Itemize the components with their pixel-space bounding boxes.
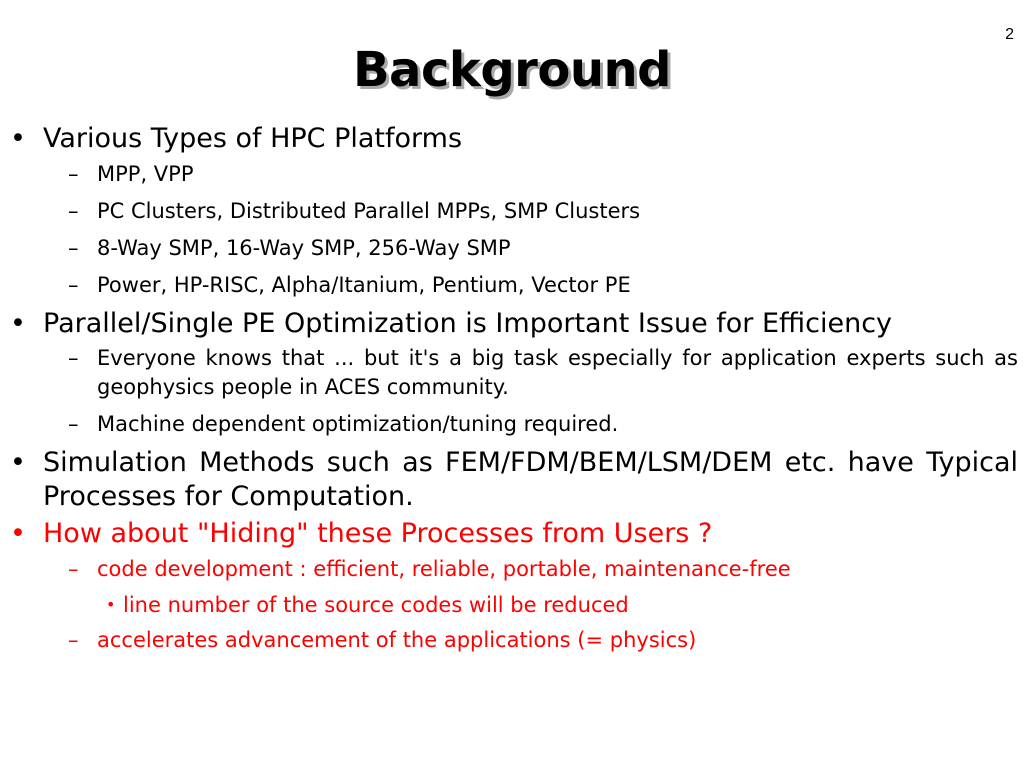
bullet-text: How about "Hiding" these Processes from Users ? <box>43 518 713 549</box>
bullet-item-highlight <box>10 517 1018 551</box>
sub-bullet-text: Power, HP-RISC, Alpha/Itanium, Pentium, Vector PE <box>97 273 631 297</box>
sub-bullet-text: Everyone knows that ... but it's a big task especially for application experts such as geophysics people in ACES community. <box>97 346 1018 399</box>
sub-sub-bullet-text: line number of the source codes will be reduced <box>123 593 629 617</box>
sub-bullet-text: code development : efficient, reliable, portable, maintenance-free <box>97 557 791 581</box>
slide-title: Background <box>352 42 672 98</box>
bullet-item <box>10 122 1018 156</box>
sub-bullet-item <box>10 196 1018 226</box>
bullet-item <box>10 446 1018 514</box>
dash-icon: – <box>68 236 79 260</box>
sub-bullet-text: 8-Way SMP, 16-Way SMP, 256-Way SMP <box>97 236 511 260</box>
dash-icon: – <box>68 162 79 186</box>
small-bullet-dot-icon: • <box>106 595 116 614</box>
sub-bullet-item <box>10 344 1018 402</box>
dash-icon: – <box>68 273 79 297</box>
bullet-dot-icon: • <box>10 447 26 478</box>
dash-icon: – <box>68 557 79 581</box>
bullet-text: Parallel/Single PE Optimization is Important Issue for Efficiency <box>43 308 893 339</box>
sub-sub-bullet-item <box>10 591 1018 619</box>
slide-content <box>10 122 1018 662</box>
dash-icon: – <box>68 199 79 223</box>
sub-bullet-item <box>10 233 1018 263</box>
dash-icon: – <box>68 346 79 370</box>
bullet-text: Various Types of HPC Platforms <box>43 123 463 154</box>
dash-icon: – <box>68 412 79 436</box>
dash-icon: – <box>68 628 79 652</box>
bullet-text: Simulation Methods such as FEM/FDM/BEM/LSM/DEM etc. have Typical Processes for Computation. <box>43 447 1018 512</box>
bullet-item <box>10 307 1018 341</box>
sub-bullet-text: PC Clusters, Distributed Parallel MPPs, SMP Clusters <box>97 199 641 223</box>
sub-bullet-item <box>10 625 1018 655</box>
sub-bullet-item <box>10 159 1018 189</box>
sub-bullet-text: accelerates advancement of the applications (= physics) <box>97 628 697 652</box>
sub-bullet-text: Machine dependent optimization/tuning required. <box>97 412 619 436</box>
sub-bullet-item <box>10 270 1018 300</box>
sub-bullet-item <box>10 409 1018 439</box>
bullet-dot-icon: • <box>10 308 26 339</box>
sub-bullet-item <box>10 554 1018 584</box>
sub-bullet-text: MPP, VPP <box>97 162 194 186</box>
bullet-dot-icon: • <box>10 123 26 154</box>
bullet-dot-icon: • <box>10 518 26 549</box>
page-number: 2 <box>1005 26 1014 43</box>
